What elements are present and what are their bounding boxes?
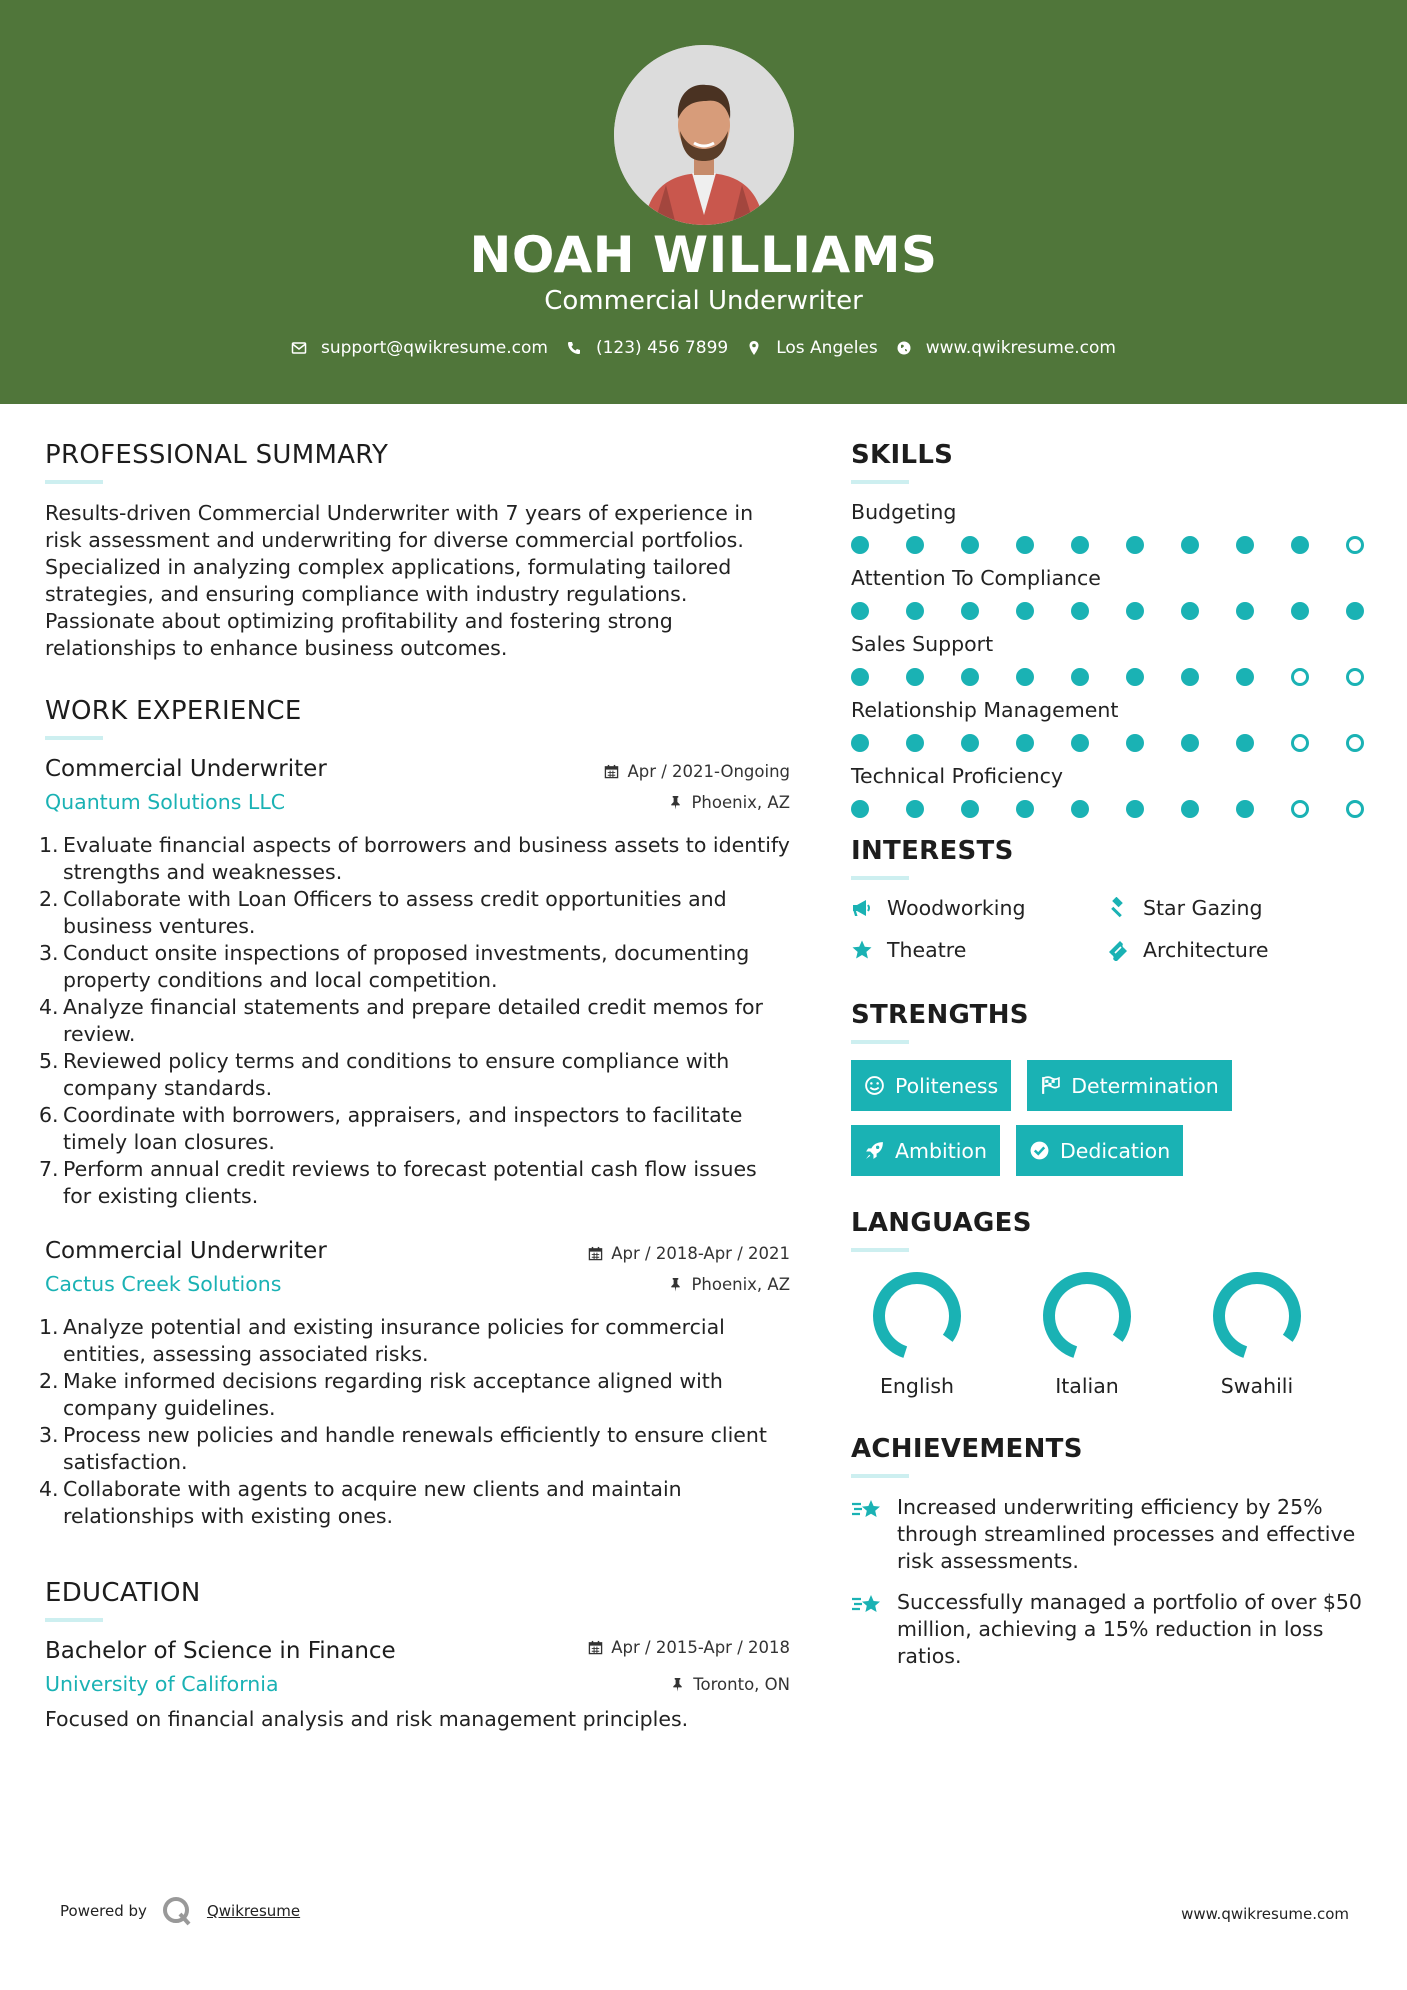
interest-item bbox=[851, 896, 1107, 920]
strength-badge bbox=[1027, 1060, 1232, 1111]
skill-dot-filled bbox=[1016, 734, 1034, 752]
skill-level-dots bbox=[851, 668, 1371, 686]
contact-website-text: www.qwikresume.com bbox=[925, 338, 1116, 358]
skill-dot-empty bbox=[1291, 668, 1309, 686]
skill-dot-filled bbox=[961, 800, 979, 818]
skill-dot-filled bbox=[1126, 602, 1144, 620]
shooting-star-icon bbox=[851, 1496, 885, 1526]
smile-icon bbox=[864, 1075, 885, 1096]
skill-dot-filled bbox=[1126, 668, 1144, 686]
language-item bbox=[1197, 1268, 1317, 1398]
summary-title: PROFESSIONAL SUMMARY bbox=[45, 440, 389, 470]
strength-label: Determination bbox=[1071, 1073, 1219, 1098]
skill-dot-empty bbox=[1346, 734, 1364, 752]
education-subheader bbox=[45, 1672, 790, 1696]
company-name: Cactus Creek Solutions bbox=[45, 1272, 282, 1296]
skill-dot-filled bbox=[906, 602, 924, 620]
skill-dot-filled bbox=[851, 668, 869, 686]
skill-dot-filled bbox=[906, 668, 924, 686]
resume-header bbox=[0, 0, 1407, 404]
education-date bbox=[588, 1638, 790, 1657]
right-column bbox=[851, 440, 1371, 1684]
skill-dot-filled bbox=[961, 668, 979, 686]
duty-item: Collaborate with Loan Officers to assess credit opportunities and business ventures. bbox=[63, 887, 727, 938]
job-title: Commercial Underwriter bbox=[45, 756, 327, 782]
calendar-icon bbox=[604, 764, 619, 779]
education-description: Focused on financial analysis and risk management principles. bbox=[45, 1707, 689, 1731]
candidate-name: NOAH WILLIAMS bbox=[469, 226, 938, 284]
contact-location-text: Los Angeles bbox=[776, 338, 878, 358]
skill-dot-filled bbox=[1016, 800, 1034, 818]
duty-item: Evaluate financial aspects of borrowers and business assets to identify strengths and weaknesses. bbox=[63, 833, 790, 884]
languages-title: LANGUAGES bbox=[851, 1208, 1032, 1238]
language-level-ring bbox=[869, 1268, 965, 1364]
section-underline bbox=[45, 480, 103, 484]
skill-dot-filled bbox=[1016, 536, 1034, 554]
strength-badge bbox=[851, 1125, 1000, 1176]
qwikresume-logo-icon bbox=[161, 1895, 193, 1927]
duty-item: Collaborate with agents to acquire new clients and maintain relationships with existing ones. bbox=[63, 1477, 682, 1528]
contact-location bbox=[746, 338, 878, 358]
map-marker-icon bbox=[746, 340, 762, 356]
school-name: University of California bbox=[45, 1672, 279, 1696]
skill-dot-filled bbox=[1236, 734, 1254, 752]
skill-dot-filled bbox=[1291, 536, 1309, 554]
job-location bbox=[668, 793, 790, 812]
job-location-text: Phoenix, AZ bbox=[691, 1274, 790, 1294]
skill-dot-filled bbox=[1016, 668, 1034, 686]
skill-dot-filled bbox=[1181, 734, 1199, 752]
duty-item: Perform annual credit reviews to forecast potential cash flow issues for existing clients. bbox=[63, 1157, 757, 1208]
duty-item: Process new policies and handle renewals efficiently to ensure client satisfaction. bbox=[63, 1423, 767, 1474]
job-header bbox=[45, 1238, 790, 1264]
strengths-section bbox=[851, 1000, 1371, 1176]
skill-dot-empty bbox=[1346, 800, 1364, 818]
skill-dot-filled bbox=[1181, 602, 1199, 620]
skill-level-dots bbox=[851, 800, 1371, 818]
strength-label: Ambition bbox=[895, 1138, 987, 1163]
duty-item: Coordinate with borrowers, appraisers, and inspectors to facilitate timely loan closures. bbox=[63, 1103, 743, 1154]
skill-dot-filled bbox=[961, 536, 979, 554]
skill-level-dots bbox=[851, 602, 1371, 620]
contact-email-text: support@qwikresume.com bbox=[321, 338, 548, 358]
contact-phone[interactable] bbox=[566, 338, 728, 358]
skill-dot-filled bbox=[1346, 602, 1364, 620]
interest-item bbox=[851, 938, 1107, 962]
job-entry bbox=[45, 1238, 790, 1530]
check-circle-icon bbox=[1029, 1140, 1050, 1161]
section-underline bbox=[45, 736, 103, 740]
language-level-arc bbox=[1049, 1278, 1125, 1352]
section-underline bbox=[851, 1248, 909, 1252]
job-subheader bbox=[45, 790, 790, 814]
skill-dot-filled bbox=[906, 536, 924, 554]
company-name: Quantum Solutions LLC bbox=[45, 790, 286, 814]
language-item bbox=[857, 1268, 977, 1398]
interest-label: Theatre bbox=[887, 938, 967, 962]
skill-dot-filled bbox=[961, 602, 979, 620]
skill-dot-filled bbox=[1016, 602, 1034, 620]
interest-label: Architecture bbox=[1143, 938, 1269, 962]
job-date-text: Apr / 2021-Ongoing bbox=[627, 762, 790, 781]
skill-name: Technical Proficiency bbox=[851, 764, 1064, 788]
achievement-text: Increased underwriting efficiency by 25% through streamlined processes and effective risk assessments. bbox=[897, 1495, 1356, 1573]
summary-text: Results-driven Commercial Underwriter with 7 years of experience in risk assessment and underwriting for diverse commercial portfolios. Specialized in analyzing complex applications, formulating tailored strategies, and ensuring compliance with industry regulations. Passionate about optimizing profitability and fostering strong relationships to enhance business outcomes. bbox=[45, 501, 754, 660]
skill-dot-empty bbox=[1291, 800, 1309, 818]
brand-link[interactable]: Qwikresume bbox=[206, 1902, 301, 1920]
rocket-icon bbox=[864, 1140, 885, 1161]
skill-dot-filled bbox=[1291, 602, 1309, 620]
skill-dot-filled bbox=[1181, 536, 1199, 554]
achievements-title: ACHIEVEMENTS bbox=[851, 1434, 1083, 1464]
languages-section bbox=[851, 1208, 1371, 1398]
skill-name: Relationship Management bbox=[851, 698, 1119, 722]
skill-dot-filled bbox=[1071, 800, 1089, 818]
skill-dot-empty bbox=[1346, 536, 1364, 554]
skill-dot-filled bbox=[1236, 800, 1254, 818]
duty-item: Reviewed policy terms and conditions to ensure compliance with company standards. bbox=[63, 1049, 730, 1100]
duty-item: Make informed decisions regarding risk acceptance aligned with company guidelines. bbox=[63, 1369, 723, 1420]
pushpin-icon bbox=[668, 1277, 683, 1292]
profile-photo bbox=[614, 45, 794, 225]
globe-icon bbox=[896, 340, 912, 356]
interests-title: INTERESTS bbox=[851, 836, 1014, 866]
skill-dot-filled bbox=[1071, 668, 1089, 686]
contact-phone-text: (123) 456 7899 bbox=[595, 338, 729, 358]
language-level-arc bbox=[1219, 1278, 1295, 1352]
language-level-ring bbox=[1039, 1268, 1135, 1364]
experience-section bbox=[45, 696, 790, 1530]
star-icon bbox=[851, 939, 873, 961]
skill-name: Sales Support bbox=[851, 632, 994, 656]
interest-item bbox=[1107, 896, 1363, 920]
footer-powered-by bbox=[60, 1895, 300, 1927]
contact-website[interactable] bbox=[896, 338, 1116, 358]
section-underline bbox=[45, 1618, 103, 1622]
skill-dot-empty bbox=[1291, 734, 1309, 752]
gavel-icon bbox=[1107, 897, 1129, 919]
language-level-arc bbox=[879, 1278, 955, 1352]
interests-section bbox=[851, 836, 1371, 962]
interest-item bbox=[1107, 938, 1363, 962]
strength-badge bbox=[1016, 1125, 1183, 1176]
achievement-item bbox=[851, 1589, 1371, 1670]
footer-url[interactable]: www.qwikresume.com bbox=[1181, 1905, 1349, 1923]
section-underline bbox=[851, 1474, 909, 1478]
skills-title: SKILLS bbox=[851, 440, 954, 470]
education-location-text: Toronto, ON bbox=[693, 1674, 790, 1694]
strengths-list bbox=[851, 1060, 1281, 1176]
duty-item: Analyze financial statements and prepare detailed credit memos for review. bbox=[63, 995, 763, 1046]
summary-section bbox=[45, 440, 790, 662]
strength-badge bbox=[851, 1060, 1011, 1111]
achievement-text: Successfully managed a portfolio of over $50 million, achieving a 15% reduction in loss ratios. bbox=[897, 1590, 1362, 1668]
duty-item: Conduct onsite inspections of proposed investments, documenting property conditions and local competition. bbox=[63, 941, 750, 992]
skill-name: Attention To Compliance bbox=[851, 566, 1101, 590]
job-subheader bbox=[45, 1272, 790, 1296]
calendar-icon bbox=[588, 1640, 603, 1655]
strengths-title: STRENGTHS bbox=[851, 1000, 1029, 1030]
ticket-icon bbox=[1107, 939, 1129, 961]
education-location bbox=[670, 1675, 790, 1694]
skill-dot-filled bbox=[1071, 536, 1089, 554]
education-section bbox=[45, 1578, 790, 1733]
language-item bbox=[1027, 1268, 1147, 1398]
candidate-role: Commercial Underwriter bbox=[544, 286, 863, 316]
phone-icon bbox=[566, 340, 582, 356]
duty-list bbox=[45, 832, 790, 1210]
duty-item: Analyze potential and existing insurance policies for commercial entities, assessing associated risks. bbox=[63, 1315, 725, 1366]
interest-label: Star Gazing bbox=[1143, 896, 1263, 920]
interests-grid bbox=[851, 896, 1371, 962]
language-label: English bbox=[879, 1374, 955, 1398]
flag-icon bbox=[1040, 1075, 1061, 1096]
education-title: EDUCATION bbox=[45, 1578, 201, 1608]
job-date-text: Apr / 2018-Apr / 2021 bbox=[611, 1244, 790, 1263]
skill-level-dots bbox=[851, 734, 1371, 752]
skill-name: Budgeting bbox=[851, 500, 957, 524]
skill-dot-filled bbox=[906, 734, 924, 752]
megaphone-icon bbox=[851, 897, 873, 919]
pushpin-icon bbox=[668, 795, 683, 810]
skill-level-dots bbox=[851, 536, 1371, 554]
section-underline bbox=[851, 1040, 909, 1044]
skills-section bbox=[851, 440, 1371, 818]
job-date bbox=[604, 762, 790, 781]
languages-list bbox=[851, 1268, 1371, 1398]
experience-title: WORK EXPERIENCE bbox=[45, 696, 302, 726]
education-header bbox=[45, 1638, 790, 1664]
duty-list bbox=[45, 1314, 790, 1530]
achievements-section bbox=[851, 1434, 1371, 1670]
envelope-icon bbox=[291, 340, 307, 356]
calendar-icon bbox=[588, 1246, 603, 1261]
skill-dot-filled bbox=[1071, 734, 1089, 752]
achievement-item bbox=[851, 1494, 1371, 1575]
skill-dot-filled bbox=[1236, 536, 1254, 554]
language-label: Swahili bbox=[1220, 1374, 1294, 1398]
skill-dot-filled bbox=[1181, 800, 1199, 818]
strength-label: Politeness bbox=[895, 1073, 999, 1098]
skills-list bbox=[851, 500, 1371, 818]
language-label: Italian bbox=[1055, 1374, 1119, 1398]
skill-dot-filled bbox=[851, 536, 869, 554]
skill-dot-filled bbox=[906, 800, 924, 818]
skill-dot-filled bbox=[851, 734, 869, 752]
job-header bbox=[45, 756, 790, 782]
contact-email[interactable] bbox=[291, 338, 548, 358]
strength-label: Dedication bbox=[1059, 1138, 1171, 1163]
job-title: Commercial Underwriter bbox=[45, 1238, 327, 1264]
language-level-ring bbox=[1209, 1268, 1305, 1364]
skill-dot-filled bbox=[1126, 800, 1144, 818]
skill-dot-filled bbox=[851, 602, 869, 620]
skill-dot-filled bbox=[1181, 668, 1199, 686]
degree-title: Bachelor of Science in Finance bbox=[45, 1638, 396, 1664]
skill-dot-empty bbox=[1346, 668, 1364, 686]
job-location-text: Phoenix, AZ bbox=[691, 792, 790, 812]
section-underline bbox=[851, 480, 909, 484]
left-column bbox=[45, 440, 790, 1733]
job-date bbox=[588, 1244, 790, 1263]
skill-dot-filled bbox=[1236, 668, 1254, 686]
shooting-star-icon bbox=[851, 1591, 885, 1621]
job-entry bbox=[45, 756, 790, 1210]
skill-dot-filled bbox=[961, 734, 979, 752]
skill-dot-filled bbox=[1126, 734, 1144, 752]
skill-dot-filled bbox=[851, 800, 869, 818]
job-location bbox=[668, 1275, 790, 1294]
powered-by-label: Powered by bbox=[60, 1902, 147, 1920]
interest-label: Woodworking bbox=[887, 896, 1026, 920]
skill-dot-filled bbox=[1071, 602, 1089, 620]
skill-dot-filled bbox=[1236, 602, 1254, 620]
pushpin-icon bbox=[670, 1677, 685, 1692]
contact-bar bbox=[0, 338, 1407, 358]
section-underline bbox=[851, 876, 909, 880]
education-date-text: Apr / 2015-Apr / 2018 bbox=[611, 1638, 790, 1657]
skill-dot-filled bbox=[1126, 536, 1144, 554]
